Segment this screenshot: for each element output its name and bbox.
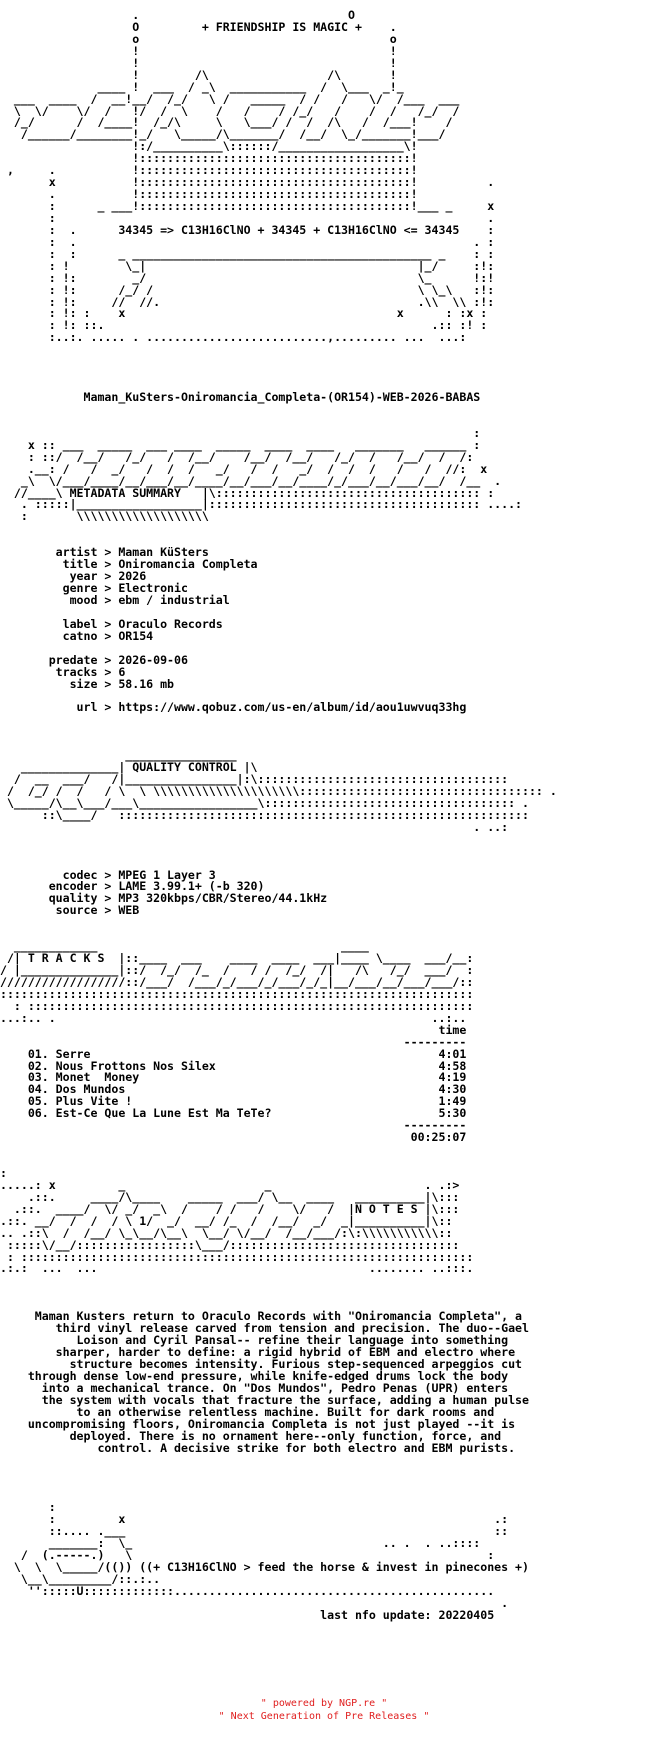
next-generation-line: " Next Generation of Pre Releases ": [218, 1711, 430, 1722]
powered-by-line: " powered by NGP.re ": [260, 1698, 388, 1709]
footer: [0, 1697, 648, 1723]
nfo-text: . O O + FRIENDSHIP IS MAGIC + . o o ! ! ! ! ! /\ /\ ! ____ ! ___ / _\ ___________ / \___ _!_ ___ ____ / __!__/ /_/ \ / _____ / / / \/ /___ ___ \ \/ \/ / !/ / \ / / / /_/ / / / /_/ / /_/ / /____! /_/\ \ \___/ / / /\ / /___! / /______/________!_/ \_____/\_______/ /__/ \_/_______!___/ !:/__________\::::::/__________________\! !:::::::::::::::::::::::::::::::::::::::! , . !:::::::::::::::::::::::::::::::::::::::! x !:::::::::::::::::::::::::::::::::::::::! . . !:::::::::::::::::::::::::::::::::::::::! : _ ___!:::::::::::::::::::::::::::::::::::::::!___ _ x : . : . 34345 => C13H16ClNO + 34345 + C13H16ClNO <= 34345 : : . . : : : _ ___________________________________________ _ : : : ! \_| |_/ :!: : !: _/ \_ !:! : !: /_/ / \ \_\ :!: : !: // //. .\\ \\ :!: : !: : x x : :x : : !: ::. .:: :! : :..:. ..... . ..........................,......... ... ...: Maman_KuSters-Oniromancia_Completa-(OR154)-WEB-2026-BABAS : x :: ___ _____ ___ ____ _____ ____ ____ _______ ______ : : ::/ /__/ /_/ / /__/ /__/ /__/ /_/ / /__/ / /: .__: / / _/ / / / _/ / / _/ / / / / / //: x _\ \/___/____/__/___/__/____/__/___/__/____/_/___/__/___/__/ /__ . //____\ METADATA SUMMARY |\:::::::::::::::::::::::::::::::::::::: : . :::::|__________________|::::::::::::::::::::::::::::::::::::::: ....: : \\\\\\\\\\\\\\\\\\\ artist > Maman KüSters title > Oniromancia Completa year > 2026 genre > Electronic mood > ebm / industrial label > Oraculo Records catno > OR154 predate > 2026-09-06 tracks > 6 size > 58.16 mb url > https://www.qobuz.com/us-en/album/id/aou1uwvuq33hg ________________ ______________| QUALITY CONTROL |\ / __ ___/ /|________________|:\:::::::::::::::::::::::::::::::::::: / /_/ / / / \ \ \\\\\\\\\\\\\\\\\\\\\::::::::::::::::::::::::::::::::::: . \_____/\__\___/___\_________________\:::::::::::::::::::::::::::::::::::: . ::\____/ ::::::::::::::::::::::::::::::::::::::::::::::::::::::::::: . ..: codec > MPEG 1 Layer 3 encoder > LAME 3.99.1+ (-b 320) quality > MP3 320kbps/CBR/Stereo/44.1kHz source > WEB ____________ ____ /| T R A C K S |::____ ___ ____ ____ ___|____ \____ ___/__: / |______________|::/ /_/ /_ / / / /_/ /| /\ /_/ ___/ : //////////////////::/___/ /___/_/___/_/___/_/_|__/___/__/___/___/:: :::::::::::::::::::::::::::::::::::::::::::::::::::::::::::::::::::: : :::::::::::::::::::::::::::::::::::::::::::::::::::::::::::::::: ...:.. . ..:.. time --------- 01. Serre 4:01 02. Nous Frottons Nos Silex 4:58 03. Monet Money 4:19 04. Dos Mundos 4:30 05. Plus Vite ! 1:49 06. Est-Ce Que La Lune Est Ma TeTe? 5:30 --------- 00:25:07 : .....: x _ _ . .:> .::. ____/\____ _____ ___/ \__ ____ __________|\::: .::. ____/ \/ _/ _\ / / / / \/ / |N O T E S |\::: .::. __/ / / / \ 1/ _/ __/ /_ / /__/ _/ _|__________|\:: .. .::\ / /__/ \_\__/\__\ \__/ \/__/ /__/___/:\:\\\\\\\\\\\:: :::::\/__/:::::::::::::::::\___/::::::::::::::::::::::::::::::::: : ::::::::::::::::::::::::::::::::::::::::::::::::::::::::::::::::: .:.: ... ... ........ ..:::. Maman Kusters return to Oraculo Records with "Oniromancia Completa", a third vinyl release carved from tension and precision. The duo--Gael Loison and Cyril Pansal-- refine their language into something sharper, harder to define: a rigid hybrid of EBM and electro where structure becomes intensity. Furious step-sequenced arpeggios cut through dense low-end pressure, while knife-edged drums lock the body into a mechanical trance. On "Dos Mundos", Pedro Penas (UPR) enters the system with vocals that fracture the surface, adding a human pulse to an otherwise relentless machine. Built for dark rooms and uncompromising floors, Oniromancia Completa is not just played --it is deployed. There is no ornament here--only function, force, and control. A decisive strike for both electro and EBM purists. : : x .: ::.... .___ :: _______: \_ .. . . ..:::: / (.-----.) \ : \ \ \_____/(()) ((+ C13H16ClNO > feed the horse & invest in pinecones +) \__\_________/::.:.. '':::::U:::::::::::::.............................................. . last nfo update: 20220405: [0, 8, 557, 1622]
